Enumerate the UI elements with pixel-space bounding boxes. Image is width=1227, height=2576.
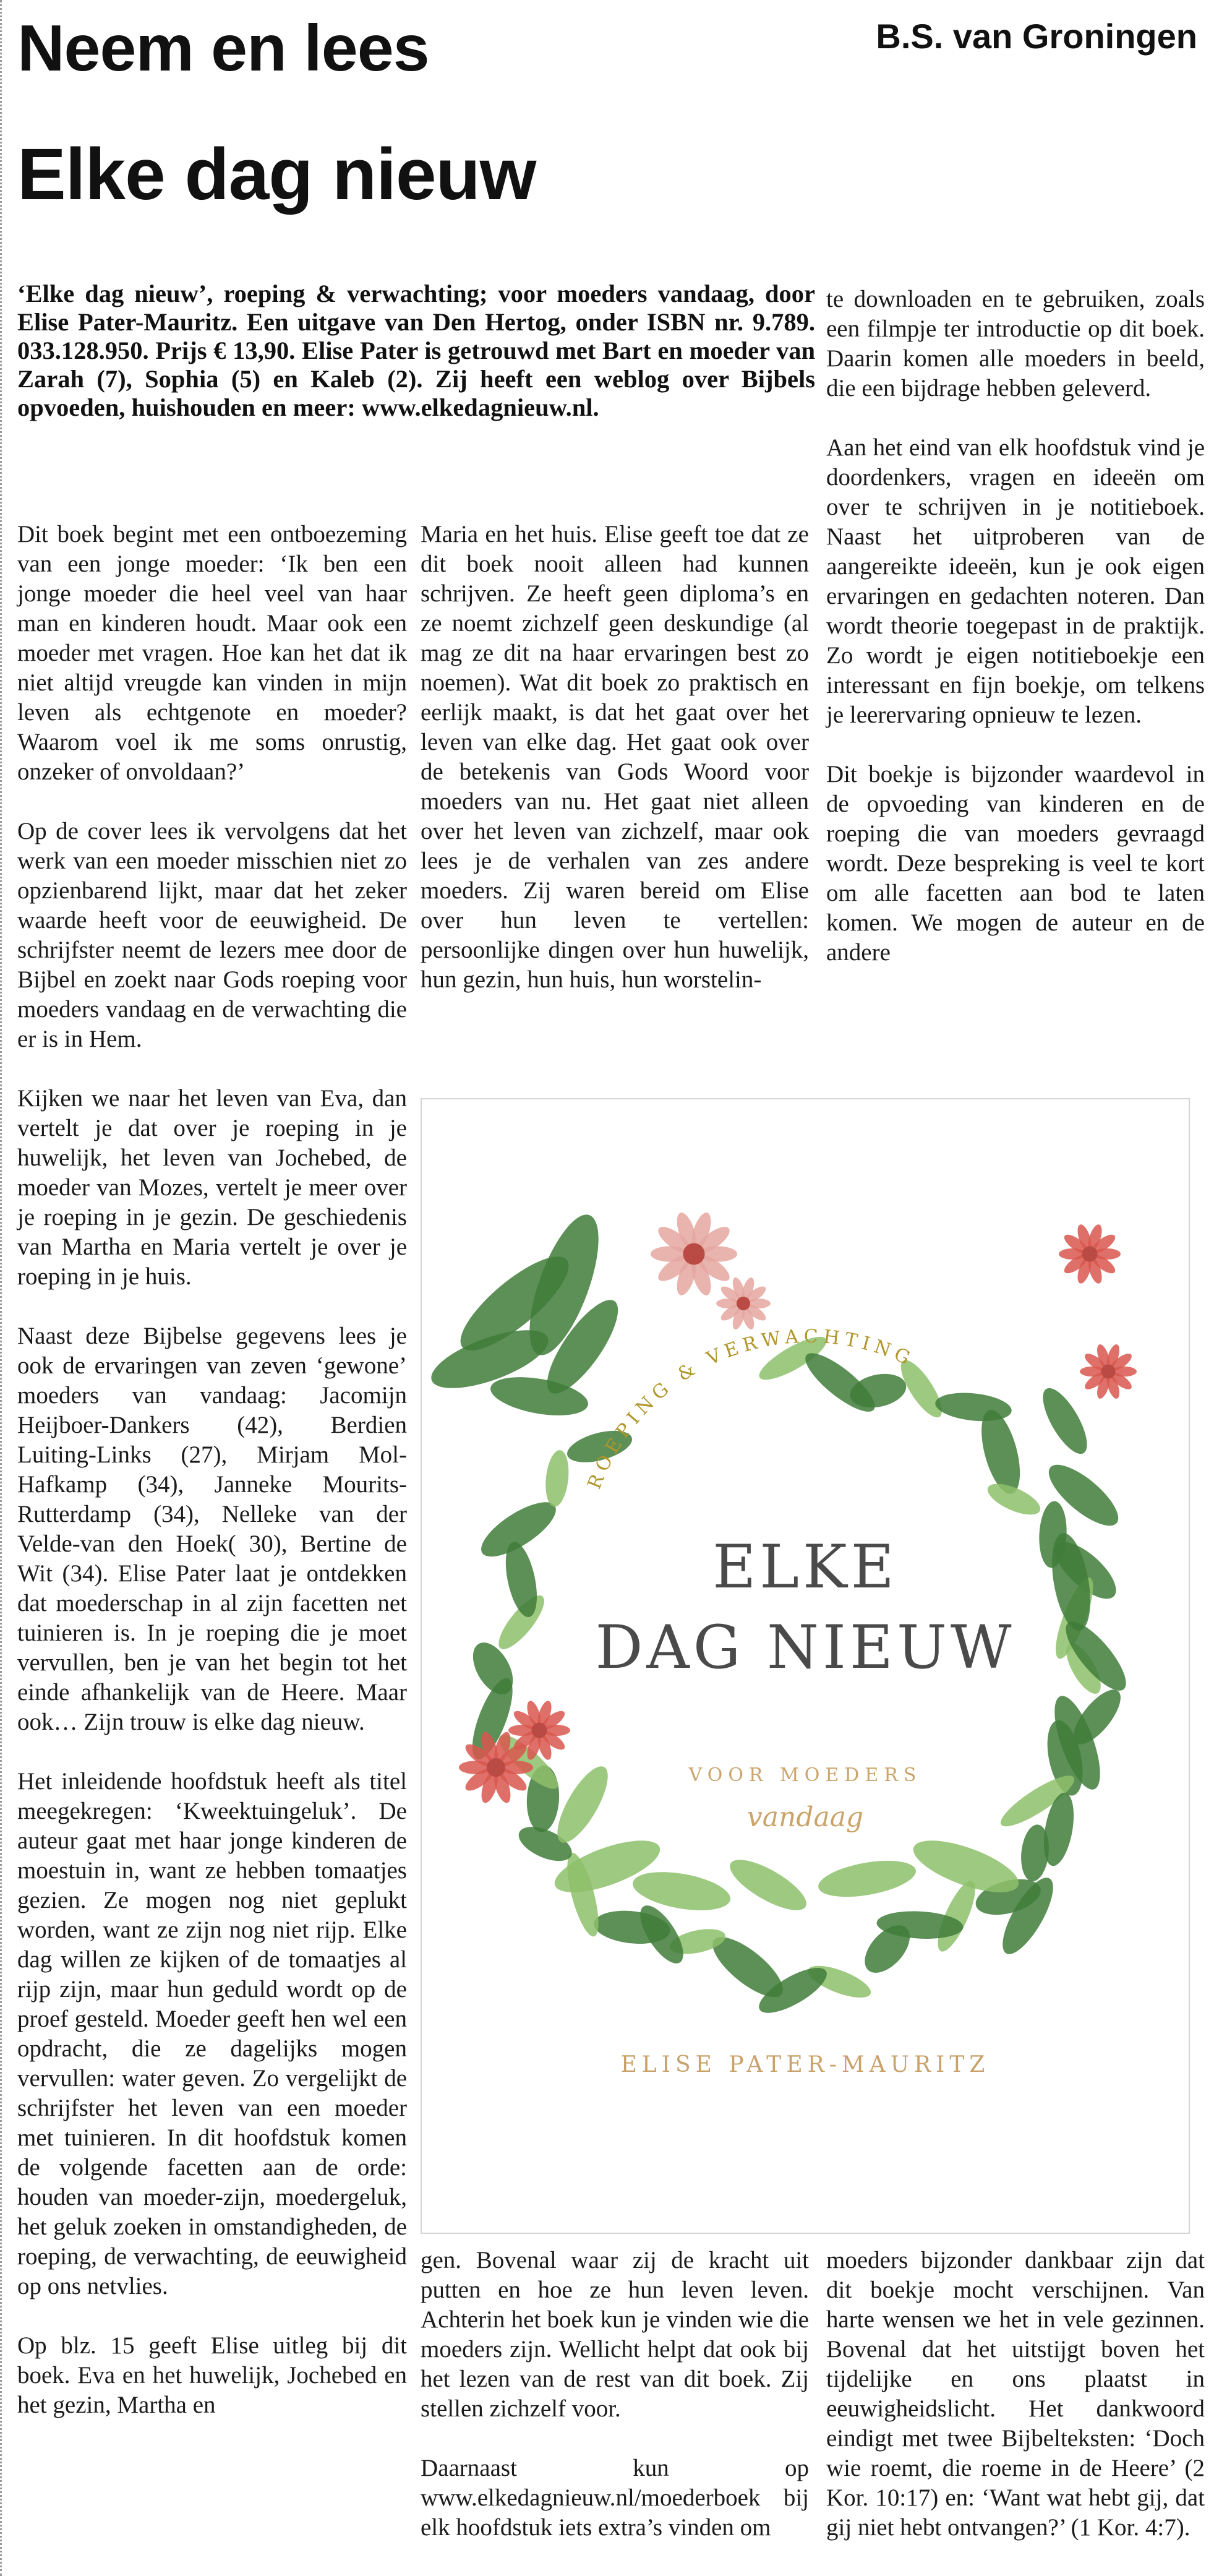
paragraph: Aan het eind van elk hoofdstuk vind je doordenkers, vragen en ideeën om over te schrijven in je notitieboek. Naast het uitproberen van de aangereikte ideeën, kun je ook eigen ervaringen en gedachten noteren. Dan wordt theorie toegepast in de praktijk. Zo wordt je eigen notitieboekje een interessant en fijn boekje, om telkens je leerervaring opnieuw te lezen.: [826, 434, 1205, 728]
paragraph: moeders bijzonder dankbaar zijn dat dit boekje mocht verschijnen. Van harte wensen we het in vele gezinnen. Bovenal dat het uitstijgt boven het tijdelijke en ons plaatst in eeuwigheidslicht. Het dankwoord eindigt met twee Bijbelteksten: ‘Doch wie roemt, die roeme in de Heere’ (2 Kor. 10:17) en: ‘Want wat hebt gij, dat gij niet hebt ontvangen?’ (1 Kor. 4:7).: [826, 2247, 1205, 2541]
paragraph: Op blz. 15 geeft Elise uitleg bij dit boek. Eva en het huwelijk, Jochebed en het gezin, Martha en: [17, 2332, 407, 2418]
page-edge-divider: [0, 0, 4, 2576]
section-kicker: Neem en lees: [17, 12, 429, 85]
lower-leaf-shape: [816, 1855, 919, 1904]
book-cover-image: [421, 1098, 1190, 2234]
author-byline: B.S. van Groningen: [876, 17, 1197, 56]
cover-author: ELISE PATER-MAURITZ: [620, 2052, 990, 2077]
paragraph: Op de cover lees ik vervolgens dat het werk van een moeder misschien niet zo opzienbarend lijkt, maar dat het zeker waarde heeft voor de eeuwigheid. De schrijfster neemt de lezers mee door de Bijbel en zoekt naar Gods roeping voor moeders vandaag en de verwachting die er is in Hem.: [17, 818, 407, 1052]
lower-flower-center: [532, 1723, 547, 1738]
cover-script-word: vandaag: [746, 1801, 864, 1833]
paragraph: Naast deze Bijbelse gegevens lees je ook de ervaringen van zeven ‘gewone’ moeders van vandaag: Jacomijn Heijboer-Dankers (42), Berdien Luiting-Links (27), Mirjam Mol-Hafkamp (34), Janneke Mourits-Rutterdamp (34), Nelleke van der Velde-van den Hoek( 30), Bertine de Wit (34). Elise Pater laat je ontdekken dat moederschap in al zijn facetten net tuinieren is. In je roeping die je moet vervullen, ben je van het begin tot het einde afhankelijk van de Heere. Maar ook… Zijn trouw is elke dag nieuw.: [17, 1323, 407, 1735]
paragraph: gen. Bovenal waar zij de kracht uit putten en hoe ze hun leven leven. Achterin het boek kun je vinden wie die moeders zijn. Wellicht helpt dat ook bij het lezen van de rest van dit boek. Zij stellen zichzelf voor.: [421, 2247, 809, 2422]
cover-title-line-1: ELKE: [712, 1532, 898, 1602]
cover-subtitle: VOOR MOEDERS: [688, 1764, 922, 1786]
thistle-flower-center: [683, 1243, 705, 1265]
bud-flower-center: [1101, 1365, 1116, 1379]
paragraph: Het inleidende hoofdstuk heeft als titel meegekregen: ‘Kweektuingeluk’. De auteur gaat met haar jonge kinderen de moestuin in, want ze hebben tomaatjes gezien. Ze mogen nog niet geplukt worden, want ze zijn nog niet rijp. Elke dag willen ze kijken of de tomaatjes al rijp zijn, maar hun geduld wordt op de proef gesteld. Moeder geeft hen wel een opdracht, die ze dagelijks mogen vervullen: water geven. Zo vergelijkt de schrijfster het leven van een moeder met tuinieren. In dit hoofdstuk komen de volgende facetten aan de orde: houden van moeder-zijn, moedergeluk, het geluk zoeken in omstandigheden, de roeping, de verwachting, de eeuwigheid op ons netvlies.: [17, 1768, 407, 2299]
vine-leaf-shape: [1035, 1382, 1095, 1460]
paragraph: Daarnaast kun op www.elkedagnieuw.nl/moederboek bij elk hoofdstuk iets extra’s vinden om: [421, 2455, 809, 2541]
bud-flower-center: [1082, 1247, 1098, 1262]
small-flower-center: [737, 1297, 750, 1310]
article-lead: ‘Elke dag nieuw’, roeping & verwachting; voor moeders vandaag, door Elise Pater-Mauritz. Een uitgave van Den Hertog, onder ISBN nr. 9.789. 033.128.950. Prijs € 13,90. Elise Pater is getrouwd met Bart en moeder van Zarah (7), Sophia (5) en Kaleb (2). Zij heeft een weblog over Bijbels opvoeden, huishouden en meer: www.elkedagnieuw.nl.: [17, 280, 815, 421]
paragraph: Dit boekje is bijzonder waardevol in de opvoeding van kinderen en de roeping die van moeders gevraagd wordt. Deze bespreking is veel te kort om alle facetten aan bod te laten komen. We mogen de auteur en de andere: [826, 761, 1205, 966]
article-column-1: [17, 520, 407, 2420]
article-column-3-bottom: [826, 2246, 1205, 2543]
paragraph: Kijken we naar het leven van Eva, dan vertelt je dat over je roeping in je huwelijk, het leven van Jochebed, de moeder van Mozes, vertelt je meer over je roeping in je gezin. De geschiedenis van Martha en Maria vertelt je over je roeping in je huis.: [17, 1085, 407, 1290]
article-column-2-bottom: [421, 2246, 809, 2543]
cover-title-line-2: DAG NIEUW: [595, 1613, 1015, 1682]
lower-leaf-shape: [723, 1850, 813, 1920]
paragraph: Maria en het huis. Elise geeft toe dat ze dit boek nooit alleen had kunnen schrijven. Ze heeft geen diploma’s en ze noemt zichzelf geen deskundige (al mag ze dit na haar ervaringen best zo noemen). Wat dit boek zo praktisch en eerlijk maakt, is dat het gaat over het leven van elke dag. Het gaat ook over de betekenis van Gods Woord voor moeders van nu. Het gaat niet alleen over het leven van zichzelf, maar ook lees je de verhalen van zes andere moeders. Zij waren bereid om Elise over hun leven te vertellen: persoonlijke dingen over hun huwelijk, hun gezin, hun huis, hun worstelin-: [421, 521, 809, 993]
leaf-shape: [543, 1449, 571, 1508]
article-headline: Elke dag nieuw: [17, 134, 536, 215]
cover-arc-textpath: ROEPING & VERWACHTING: [583, 1325, 918, 1493]
article-column-2: [421, 520, 809, 995]
paragraph: Dit boek begint met een ontboezeming van een jonge moeder: ‘Ik ben een jonge moeder die heel veel van haar man en kinderen houdt. Maar ook een moeder met vragen. Hoe kan het dat ik niet altijd vreugde kan vinden in mijn leven als echtgenote en moeder? Waarom voel ik me soms onrustig, onzeker of onvoldaan?’: [17, 521, 407, 785]
paragraph: te downloaden en te gebruiken, zoals een filmpje ter introductie op dit boek. Daarin komen alle moeders in beeld, die een bijdrage hebben geleverd.: [826, 286, 1205, 401]
article-column-3: [826, 285, 1205, 968]
